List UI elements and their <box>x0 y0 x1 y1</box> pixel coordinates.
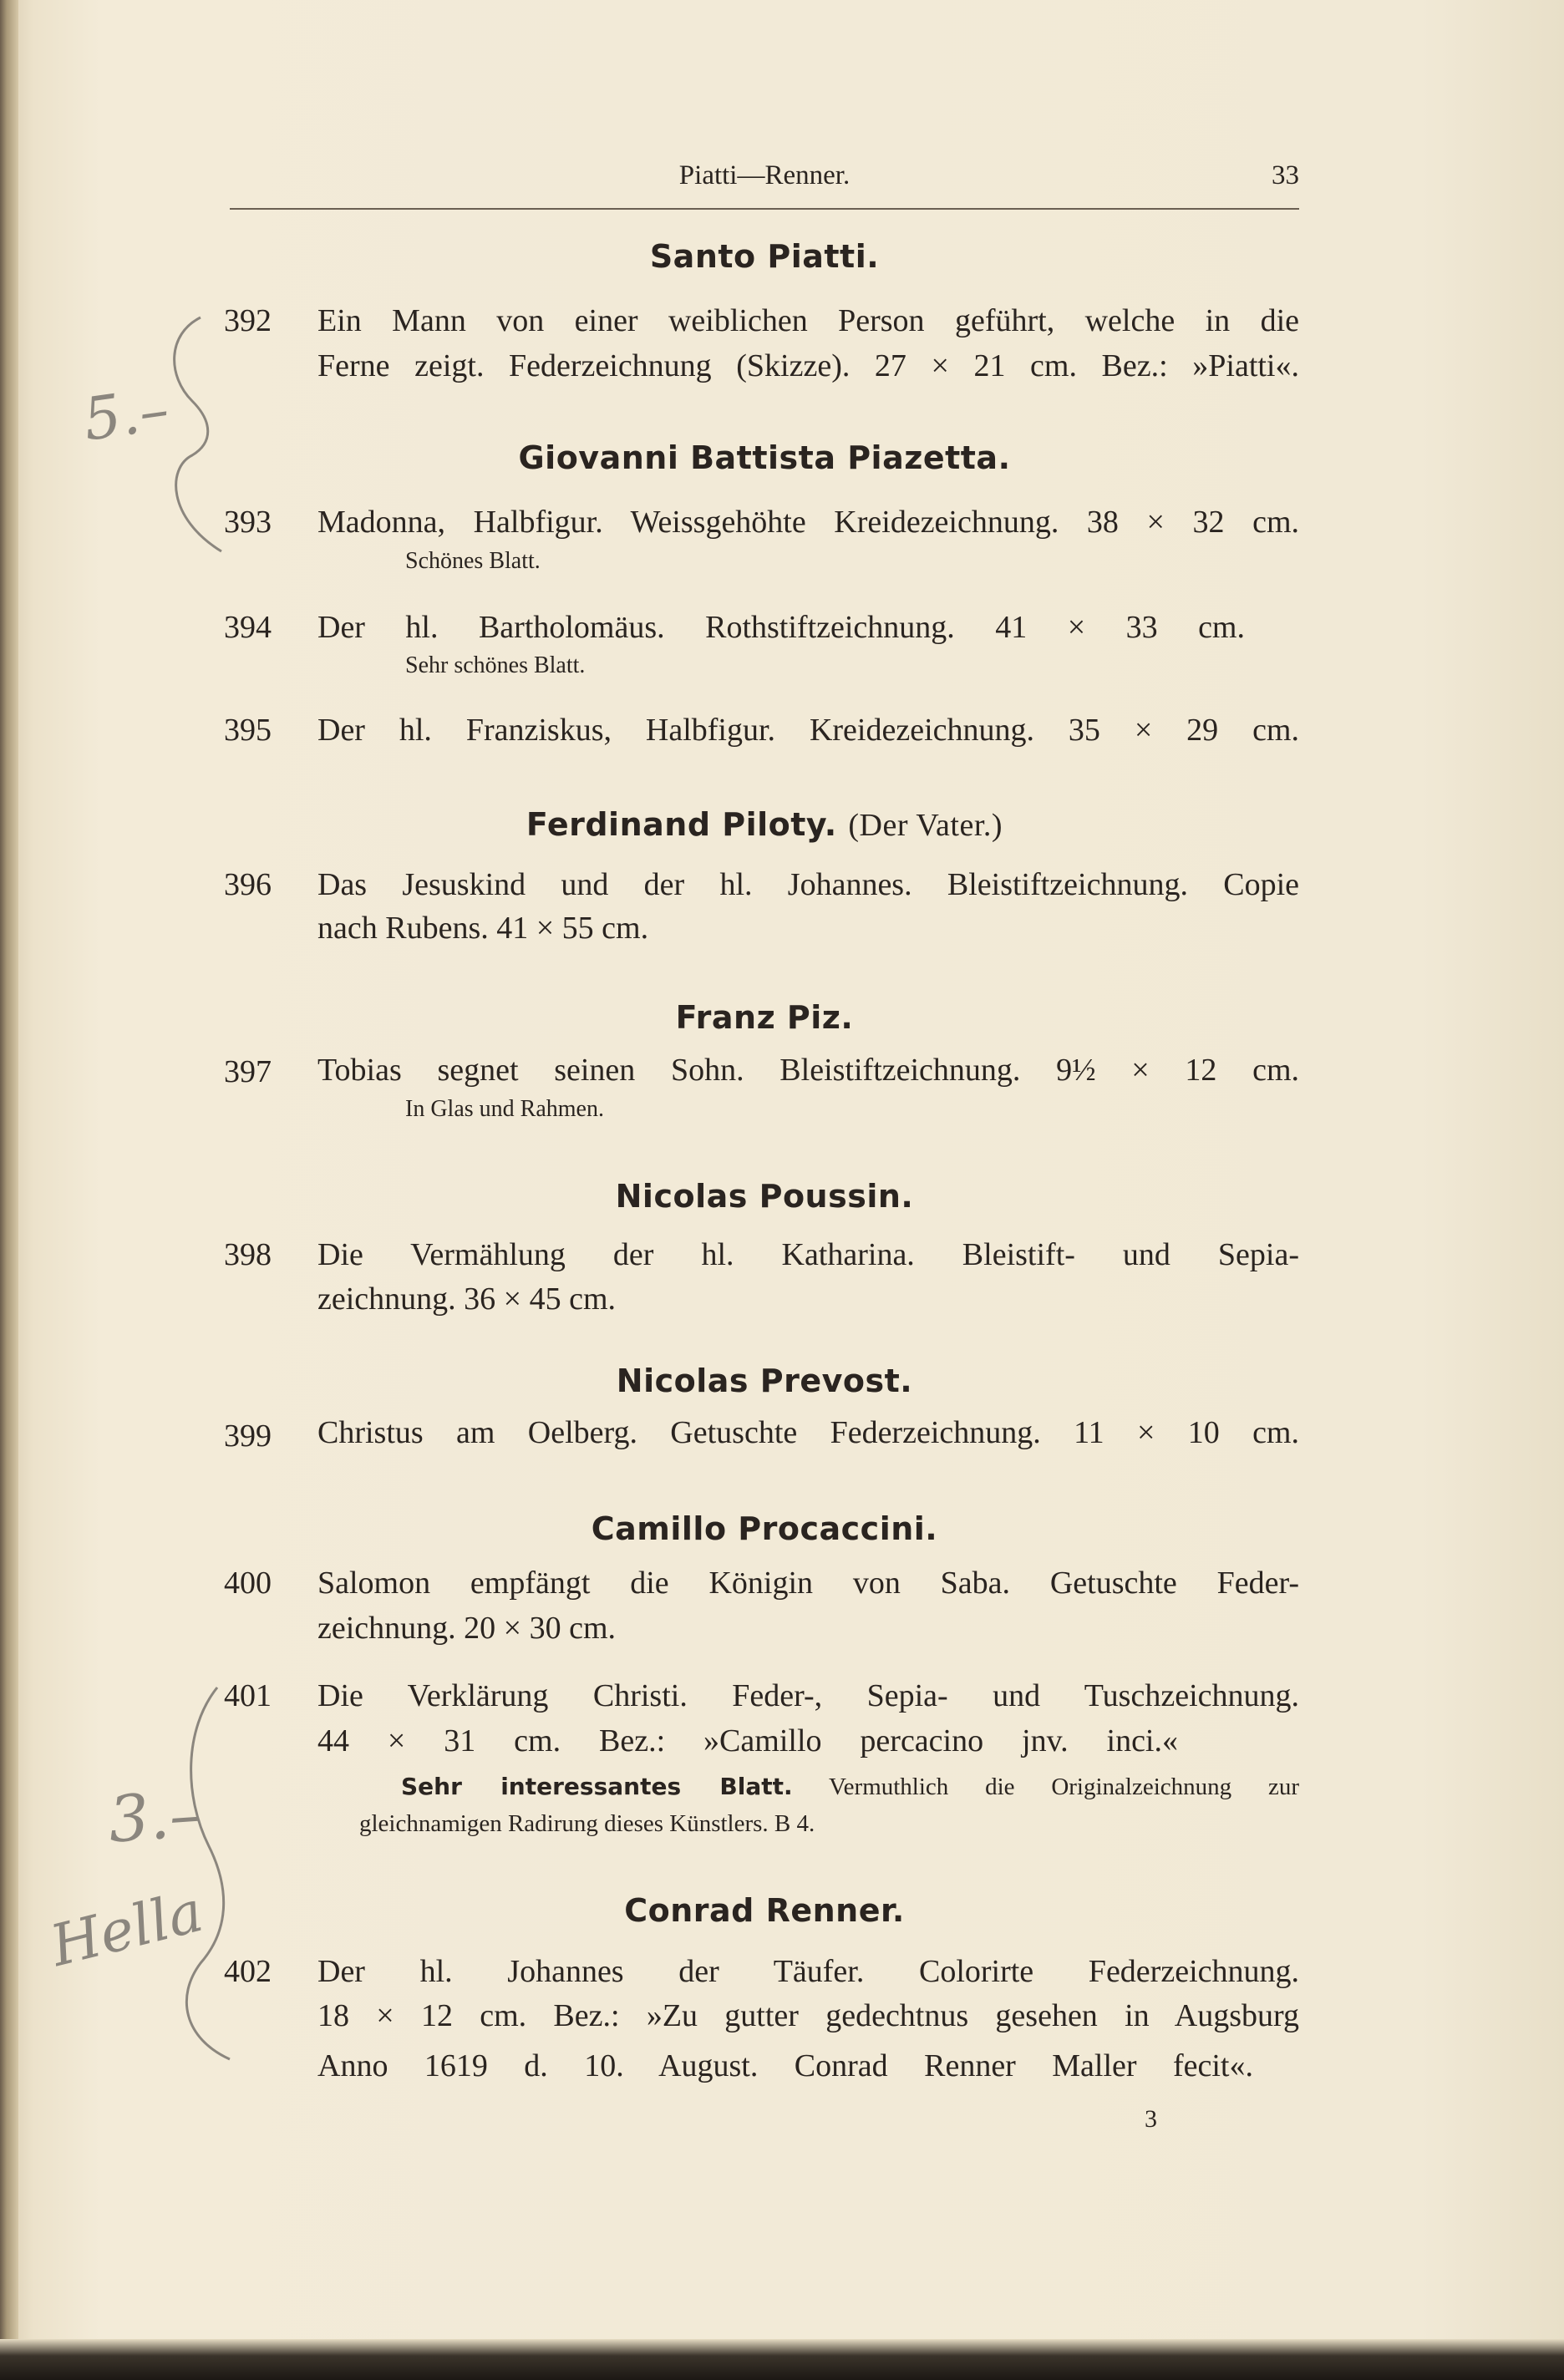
lot-description: 44 × 31 cm. Bez.: »Camillo percacino jnv. inci.« <box>317 1723 1178 1758</box>
page-number: 33 <box>1272 160 1299 190</box>
running-head <box>230 160 1299 202</box>
lot-number: 398 <box>224 1237 272 1272</box>
lot-note: Schönes Blatt. <box>405 548 541 574</box>
lot-number: 401 <box>224 1678 272 1713</box>
artist-heading: Conrad Renner. <box>624 1892 905 1929</box>
lot-number: 394 <box>224 610 272 645</box>
running-title: Piatti—Renner. <box>678 160 851 190</box>
lot-description: Das Jesuskind und der hl. Johannes. Bleistiftzeichnung. Copie <box>317 867 1299 902</box>
lot-number: 399 <box>224 1418 272 1454</box>
lot-description: Ferne zeigt. Federzeichnung (Skizze). 27 × 21 cm. Bez.: »Piatti«. <box>317 348 1299 383</box>
lot-description: zeichnung. 36 × 45 cm. <box>317 1281 617 1317</box>
artist-name: Ferdinand Piloty. <box>526 806 837 843</box>
pencil-bracket <box>150 1679 251 2063</box>
artist-heading: Nicolas Prevost. <box>616 1363 913 1399</box>
lot-note: In Glas und Rahmen. <box>405 1096 604 1122</box>
lot-note-text: Vermuthlich die Originalzeichnung zur <box>828 1774 1299 1800</box>
page-bottom-edge <box>0 2339 1564 2380</box>
lot-number: 397 <box>224 1054 272 1089</box>
lot-note: Sehr schönes Blatt. <box>405 652 586 678</box>
lot-note: gleichnamigen Radirung dieses Künstlers. B 4. <box>359 1810 815 1837</box>
lot-description: Christus am Oelberg. Getuschte Federzeichnung. 11 × 10 cm. <box>317 1415 1299 1450</box>
lot-number: 400 <box>224 1566 272 1601</box>
artist-heading: Santo Piatti. <box>649 238 880 275</box>
lot-description: Die Verklärung Christi. Feder-, Sepia- und Tuschzeichnung. <box>317 1678 1299 1713</box>
pencil-price: 5.– <box>79 374 174 454</box>
lot-description: Die Vermählung der hl. Katharina. Bleistift- und Sepia- <box>317 1237 1299 1272</box>
lot-description: zeichnung. 20 × 30 cm. <box>317 1611 617 1646</box>
artist-heading: Camillo Procaccini. <box>591 1510 938 1547</box>
signature-mark: 3 <box>1145 2105 1157 2133</box>
artist-heading: Nicolas Poussin. <box>615 1178 914 1215</box>
header-rule <box>230 208 1299 210</box>
lot-number: 392 <box>224 303 272 338</box>
lot-description: Madonna, Halbfigur. Weissgehöhte Kreidezeichnung. 38 × 32 cm. <box>317 505 1299 540</box>
lot-note-emphasis: Sehr interessantes Blatt. <box>401 1773 793 1800</box>
lot-description: Der hl. Bartholomäus. Rothstiftzeichnung. 41 × 33 cm. <box>317 610 1245 645</box>
artist-heading: Franz Piz. <box>675 999 854 1036</box>
lot-description: Der hl. Johannes der Täufer. Colorirte Federzeichnung. <box>317 1954 1299 1989</box>
lot-description: nach Rubens. 41 × 55 cm. <box>317 911 649 946</box>
lot-number: 393 <box>224 505 272 540</box>
lot-note <box>401 1773 1299 1801</box>
artist-heading <box>230 806 1299 844</box>
pencil-buyer-name: Hella <box>44 1878 210 1981</box>
lot-description: Tobias segnet seinen Sohn. Bleistiftzeichnung. 9½ × 12 cm. <box>317 1053 1299 1088</box>
lot-number: 395 <box>224 713 272 748</box>
lot-description: 18 × 12 cm. Bez.: »Zu gutter gedechtnus gesehen in Augsburg <box>317 1998 1299 2033</box>
lot-number: 396 <box>224 867 272 902</box>
artist-note: (Der Vater.) <box>848 808 1003 843</box>
artist-heading: Giovanni Battista Piazetta. <box>518 439 1011 476</box>
pencil-price: 3.– <box>106 1776 204 1857</box>
lot-description: Anno 1619 d. 10. August. Conrad Renner Maller fecit«. <box>317 2048 1253 2083</box>
lot-number: 402 <box>224 1954 272 1989</box>
lot-description: Ein Mann von einer weiblichen Person geführt, welche in die <box>317 303 1299 338</box>
lot-description: Salomon empfängt die Königin von Saba. Getuschte Feder- <box>317 1566 1299 1601</box>
lot-description: Der hl. Franziskus, Halbfigur. Kreidezeichnung. 35 × 29 cm. <box>317 713 1299 748</box>
book-spine <box>0 0 18 2380</box>
